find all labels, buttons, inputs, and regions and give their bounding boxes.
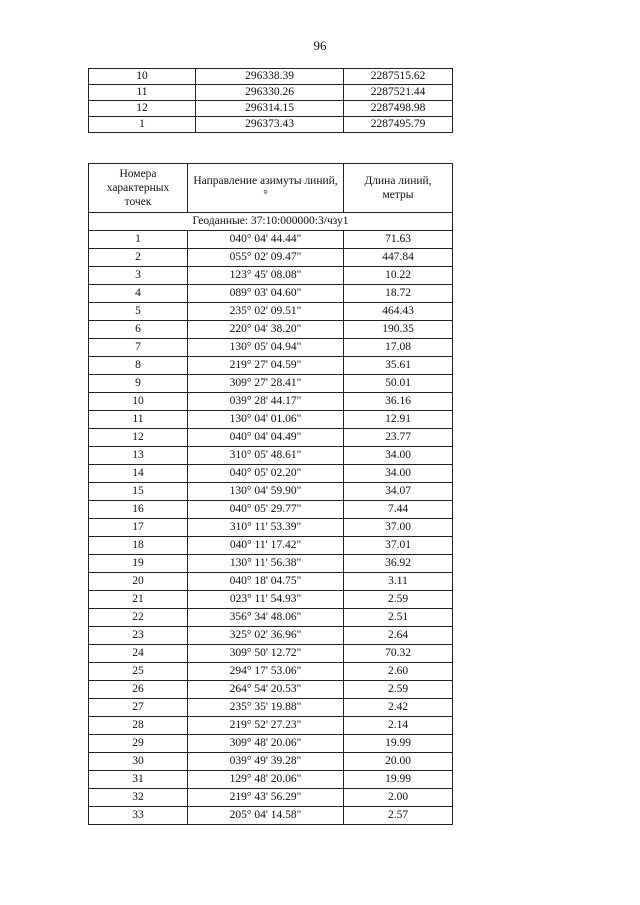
table-cell: 11	[89, 411, 188, 429]
table-cell: 296338.39	[196, 69, 344, 85]
table-cell: 039° 49' 39.28"	[188, 753, 344, 771]
table-cell: 8	[89, 357, 188, 375]
table-row	[89, 591, 453, 609]
table-cell: 7.44	[344, 501, 453, 519]
table-cell: 19	[89, 555, 188, 573]
table-cell: 2.59	[344, 591, 453, 609]
coordinates-table	[88, 68, 453, 133]
table-row	[89, 249, 453, 267]
table-cell: 12	[89, 101, 196, 117]
table-cell: 29	[89, 735, 188, 753]
table-cell: 055° 02' 09.47"	[188, 249, 344, 267]
table-cell: 2287521.44	[344, 85, 453, 101]
table-cell: 13	[89, 447, 188, 465]
table-cell: 220° 04' 38.20"	[188, 321, 344, 339]
header-azimuth: Направление азимуты линий, °	[188, 164, 344, 213]
table-cell: 7	[89, 339, 188, 357]
table-cell: 294° 17' 53.06"	[188, 663, 344, 681]
table-cell: 34.07	[344, 483, 453, 501]
header-point-numbers: Номера характерных точек	[89, 164, 188, 213]
table-cell: 34.00	[344, 447, 453, 465]
table-cell: 30	[89, 753, 188, 771]
table-cell: 17.08	[344, 339, 453, 357]
table-cell: 3	[89, 267, 188, 285]
table-cell: 71.63	[344, 231, 453, 249]
table-row	[89, 627, 453, 645]
table-cell: 2.60	[344, 663, 453, 681]
table-cell: 12.91	[344, 411, 453, 429]
table-cell: 2.64	[344, 627, 453, 645]
table-cell: 34.00	[344, 465, 453, 483]
table-cell: 219° 27' 04.59"	[188, 357, 344, 375]
table-cell: 296373.43	[196, 117, 344, 133]
header-length: Длина линий, метры	[344, 164, 453, 213]
table-cell: 23	[89, 627, 188, 645]
table-cell: 25	[89, 663, 188, 681]
table-cell: 296314.15	[196, 101, 344, 117]
table-row	[89, 447, 453, 465]
table-cell: 040° 11' 17.42"	[188, 537, 344, 555]
table-cell: 089° 03' 04.60"	[188, 285, 344, 303]
table-cell: 464.43	[344, 303, 453, 321]
table-row	[89, 645, 453, 663]
table-row	[89, 501, 453, 519]
table-row	[89, 663, 453, 681]
table-row	[89, 483, 453, 501]
table-row	[89, 699, 453, 717]
table-cell: 14	[89, 465, 188, 483]
table-cell: 21	[89, 591, 188, 609]
table-row	[89, 681, 453, 699]
table-cell: 356° 34' 48.06"	[188, 609, 344, 627]
table-cell: 9	[89, 375, 188, 393]
table-row	[89, 717, 453, 735]
table-cell: 36.92	[344, 555, 453, 573]
page-number: 96	[313, 38, 327, 53]
table-cell: 2.51	[344, 609, 453, 627]
table-cell: 37.00	[344, 519, 453, 537]
table-cell: 19.99	[344, 771, 453, 789]
table-cell: 24	[89, 645, 188, 663]
azimuth-lines-table	[88, 163, 453, 825]
table-cell: 5	[89, 303, 188, 321]
geodata-row	[89, 213, 453, 231]
table-cell: 190.35	[344, 321, 453, 339]
table-cell: 2.57	[344, 807, 453, 825]
table-cell: 264° 54' 20.53"	[188, 681, 344, 699]
table-cell: 296330.26	[196, 85, 344, 101]
table-cell: 18.72	[344, 285, 453, 303]
table-row	[89, 117, 453, 133]
table-cell: 040° 04' 44.44"	[188, 231, 344, 249]
table-row	[89, 771, 453, 789]
table-cell: 2287495.79	[344, 117, 453, 133]
table-row	[89, 411, 453, 429]
table-row	[89, 231, 453, 249]
table-row	[89, 285, 453, 303]
table-cell: 27	[89, 699, 188, 717]
table-row	[89, 753, 453, 771]
table-cell: 2287498.98	[344, 101, 453, 117]
table-cell: 70.32	[344, 645, 453, 663]
table-cell: 4	[89, 285, 188, 303]
table-row	[89, 573, 453, 591]
table-row	[89, 101, 453, 117]
table-cell: 3.11	[344, 573, 453, 591]
table-row	[89, 609, 453, 627]
table-row	[89, 267, 453, 285]
table-cell: 447.84	[344, 249, 453, 267]
table-row	[89, 375, 453, 393]
table-cell: 1	[89, 231, 188, 249]
table-cell: 2.00	[344, 789, 453, 807]
table-cell: 325° 02' 36.96"	[188, 627, 344, 645]
table-cell: 26	[89, 681, 188, 699]
table-row	[89, 555, 453, 573]
table-cell: 28	[89, 717, 188, 735]
table-cell: 32	[89, 789, 188, 807]
table-row	[89, 303, 453, 321]
table-row	[89, 537, 453, 555]
coordinates-table-body	[89, 69, 453, 133]
table-cell: 2.14	[344, 717, 453, 735]
table-cell: 130° 05' 04.94"	[188, 339, 344, 357]
table-row	[89, 807, 453, 825]
table-cell: 2.42	[344, 699, 453, 717]
table-cell: 039° 28' 44.17"	[188, 393, 344, 411]
table-cell: 235° 35' 19.88"	[188, 699, 344, 717]
table-cell: 20.00	[344, 753, 453, 771]
table-cell: 130° 11' 56.38"	[188, 555, 344, 573]
table-cell: 12	[89, 429, 188, 447]
table-cell: 33	[89, 807, 188, 825]
table-cell: 10	[89, 393, 188, 411]
table-cell: 10.22	[344, 267, 453, 285]
table-row	[89, 465, 453, 483]
table-cell: 129° 48' 20.06"	[188, 771, 344, 789]
table-cell: 50.01	[344, 375, 453, 393]
table-row	[89, 357, 453, 375]
table-cell: 309° 50' 12.72"	[188, 645, 344, 663]
table-cell: 31	[89, 771, 188, 789]
table-cell: 205° 04' 14.58"	[188, 807, 344, 825]
table-cell: 1	[89, 117, 196, 133]
table-cell: 11	[89, 85, 196, 101]
table-cell: 040° 18' 04.75"	[188, 573, 344, 591]
table-cell: 310° 11' 53.39"	[188, 519, 344, 537]
table-cell: 235° 02' 09.51"	[188, 303, 344, 321]
table-cell: 36.16	[344, 393, 453, 411]
table-cell: 309° 48' 20.06"	[188, 735, 344, 753]
table-cell: 37.01	[344, 537, 453, 555]
table-row	[89, 735, 453, 753]
table-row	[89, 789, 453, 807]
table-row	[89, 339, 453, 357]
geodata-label: Геоданные: 37:10:000000:3/чзу1	[89, 213, 453, 231]
azimuth-lines-table-body	[89, 231, 453, 825]
table-cell: 18	[89, 537, 188, 555]
table-row	[89, 429, 453, 447]
table-cell: 123° 45' 08.08"	[188, 267, 344, 285]
table-cell: 19.99	[344, 735, 453, 753]
table-row	[89, 519, 453, 537]
table-header-row	[89, 164, 453, 213]
table-cell: 16	[89, 501, 188, 519]
table-cell: 130° 04' 59.90"	[188, 483, 344, 501]
table-row	[89, 393, 453, 411]
table-cell: 040° 05' 02.20"	[188, 465, 344, 483]
table-cell: 10	[89, 69, 196, 85]
table-cell: 15	[89, 483, 188, 501]
table-cell: 17	[89, 519, 188, 537]
table-cell: 2.59	[344, 681, 453, 699]
table-row	[89, 69, 453, 85]
table-cell: 2	[89, 249, 188, 267]
table-row	[89, 321, 453, 339]
table-cell: 35.61	[344, 357, 453, 375]
table-cell: 23.77	[344, 429, 453, 447]
table-cell: 22	[89, 609, 188, 627]
table-cell: 310° 05' 48.61"	[188, 447, 344, 465]
table-cell: 130° 04' 01.06"	[188, 411, 344, 429]
table-cell: 040° 05' 29.77"	[188, 501, 344, 519]
table-cell: 023° 11' 54.93"	[188, 591, 344, 609]
table-cell: 219° 43' 56.29"	[188, 789, 344, 807]
table-cell: 040° 04' 04.49"	[188, 429, 344, 447]
table-row	[89, 85, 453, 101]
table-cell: 2287515.62	[344, 69, 453, 85]
table-cell: 6	[89, 321, 188, 339]
table-cell: 219° 52' 27.23"	[188, 717, 344, 735]
table-cell: 309° 27' 28.41"	[188, 375, 344, 393]
table-cell: 20	[89, 573, 188, 591]
